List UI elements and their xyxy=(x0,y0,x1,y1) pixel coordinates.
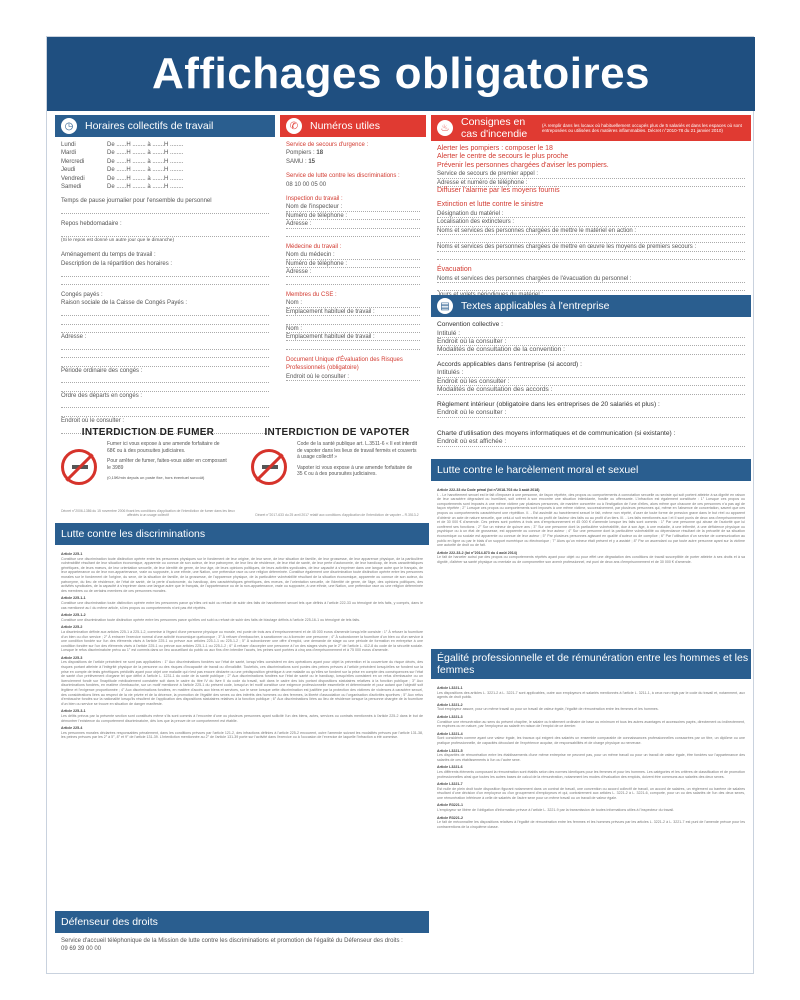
defenseur-header xyxy=(55,911,429,933)
designation: Désignation du matériel : xyxy=(437,210,745,218)
egalite-panel xyxy=(431,649,751,971)
secours-label: Service de secours d'urgence : xyxy=(286,142,369,148)
discriminations-articles xyxy=(55,545,429,744)
article-heading: Article 222-33 du Code pénal (loi n°2018-703 du 3 août 2018) xyxy=(437,488,540,492)
periode-label: Période ordinaire des congés : xyxy=(61,367,143,374)
defenseur-body xyxy=(55,933,429,957)
amenagement-label: Aménagement du temps de travail : xyxy=(61,252,156,259)
article-text: Constitue une discrimination toute distinction opérée entre les personnes parce qu'elles ont subi ou refusé de subir des faits de harcèlement sexuel tels que définis à l'article 222-33 ou témoigné de tels faits, y compris, dans le cas mentionné au I du même article, si les propos ou comportements n'ont pas été répétés. xyxy=(61,600,423,610)
article-heading: Article L3221-7 xyxy=(437,782,463,787)
day-hours: De ......H ........ à .......H ........ xyxy=(107,167,184,174)
days-list xyxy=(61,141,269,191)
article-text: Constitue une discrimination toute distinction opérée entre les personnes physiques sur le fondement de leur origine, de leur sexe, de leur situation de famille, de leur grossesse, de leur apparence physique, de la particulière vulnérabilité résultant de leur situation économique, apparente ou connue de son auteur, de leur patronyme, de leur lieu de résidence, de leur état de santé, de leur perte d'autonomie, de leur handicap, de leurs caractéristiques génétiques, de leurs mœurs, de leur orientation sexuelle, de leur identité de genre, de leur âge, de leurs opinions politiques, de leurs activités syndicales, de leur capacité à s'exprimer dans une langue autre que le français, de leur appartenance ou de leur non-appartenance, vraie ou supposée, à une ethnie, une Nation, une prétendue race ou une religion déterminée. Constitue également une discrimination toute distinction opérée entre les personnes morales sur le fondement de l'origine, du sexe, de la situation de famille, de la grossesse, de l'apparence physique, de la particulière vulnérabilité résultant de la situation économique, apparente ou connue de son auteur, du patronyme, du lieu de résidence, de l'état de santé, de la perte d'autonomie, du handicap, des caractéristiques génétiques, des mœurs, de l'orientation sexuelle, de l'identité de genre, de l'âge, des opinions politiques, des activités syndicales, de la capacité à s'exprimer dans une langue autre que le français, de l'appartenance ou de la non-appartenance, vraie ou supposée, à une ethnie, une Nation, une prétendue race ou une religion déterminée des membres ou de certains membres de ces personnes morales. xyxy=(61,556,423,593)
day-label: Vendredi xyxy=(61,175,85,182)
article-text: Tout employeur assure, pour un même travail ou pour un travail de valeur égale, l'égalité de rémunération entre les femmes et les hommes. xyxy=(437,707,659,712)
article-text: Les délits prévus par la présente section sont constitués même s'ils sont commis à l'encontre d'une ou plusieurs personnes ayant sollicité l'un des biens, actes, services ou contrats mentionnés à l'article 225-2 dans le but de démontrer l'existence du comportement discriminatoire, dès lors que la preuve de ce comportement est établie. xyxy=(61,714,423,723)
article-heading: Article R3221-1 xyxy=(437,803,463,808)
article-text: Les dispositions des articles L. 3221-2 à L. 3221-7 sont applicables, outre aux employeurs et salariés mentionnés à l'article L. 3211-1, à ceux non régis par le code du travail et, notamment, aux agents de droit public. xyxy=(437,690,745,700)
article-text: La discrimination définie aux articles 225-1 à 225-1-2, commise à l'égard d'une personne physique ou morale, est punie de trois ans d'emprisonnement et de 45 000 euros d'amende lorsqu'elle consiste : 1° À refuser la fourniture d'un bien ou d'un service ; 2° À entraver l'exercice normal d'une activité économique quelconque ; 3° À refuser d'embaucher, à sanctionner ou à licencier une personne ; 4° À subordonner la fourniture d'un bien ou d'un service à une condition fondée sur l'un des éléments visés à l'article 225-1 ou prévue aux articles 225-1-1 ou 225-1-2 ; 5° À subordonner une offre d'emploi, une demande de stage ou une période de formation en entreprise à une condition fondée sur l'un des éléments visés à l'article 225-1 ou prévue aux articles 225-1-1 ou 225-1-2 ; 6° À refuser d'accepter une personne à l'un des stages visés par le 2° de l'article L. 412-8 du code de la sécurité sociale. Lorsque le refus discriminatoire prévu au 1° est commis dans un lieu accueillant du public ou aux fins d'en interdire l'accès, les peines sont portées à cinq ans d'emprisonnement et à 75 000 euros d'amende. xyxy=(61,629,423,653)
day-hours: De ......H ........ à .......H ........ xyxy=(107,142,184,148)
service-secours: Service de secours de premier appel : xyxy=(437,170,745,178)
conges-sub: Raison sociale de la Caisse de Congés Payés : xyxy=(61,300,188,307)
day-label: Samedi xyxy=(61,183,82,190)
duer-label: Document Unique d'Évaluation des Risques Professionnels (obligatoire) xyxy=(286,356,403,372)
vapoter-text xyxy=(297,441,417,478)
discrim-label: Service de lutte contre les discriminations : xyxy=(286,173,400,180)
day-row xyxy=(61,141,269,149)
cse-nom-2: Nom : xyxy=(286,325,420,333)
page-title: Affichages obligatoires xyxy=(151,49,651,98)
article-heading: Article L3221-3 xyxy=(437,714,463,719)
article-heading: Article L3221-2 xyxy=(437,702,463,707)
day-label: Lundi xyxy=(61,142,76,148)
harcelement-panel xyxy=(431,459,751,647)
tel-medecin: Numéro de téléphone : xyxy=(286,260,420,268)
fumer-text-3: (0,15€/min depuis un poste fixe, hors éventuel surcoût) xyxy=(107,475,205,481)
discriminations-heading: Lutte contre les discriminations xyxy=(61,528,206,540)
day-hours: De ......H ........ à .......H ........ xyxy=(107,183,184,190)
harcelement-heading: Lutte contre le harcèlement moral et sexuel xyxy=(437,464,639,476)
textes-panel xyxy=(431,295,751,455)
horaires-heading: Horaires collectifs de travail xyxy=(85,120,214,132)
textes-heading: Textes applicables à l'entreprise xyxy=(461,300,610,312)
harcelement-header xyxy=(431,459,751,481)
cse-nom-1: Nom : xyxy=(286,299,420,307)
accords: Accords applicables dans l'entreprise (si accord) : xyxy=(437,360,582,368)
fumer-foot: Décret n°2006-1386 du 15 novembre 2006 fixant les conditions d'application de l'interdiction de fumer dans les lieux affectés à un usage collectif xyxy=(61,508,235,517)
day-label: Jeudi xyxy=(61,167,76,174)
discriminations-panel xyxy=(55,523,429,907)
day-label: Mardi xyxy=(61,150,77,157)
noms-evac: Noms et services des personnes chargées de l'évacuation du personnel : xyxy=(437,275,745,283)
vapoter-text-2: Vapoter ici vous expose à une amende forfaitaire de 35 € ou à des poursuites judiciaires. xyxy=(297,464,413,478)
adresse-medecine: Adresse : xyxy=(286,268,420,276)
duer-sub: Endroit où le consulter : xyxy=(286,373,420,381)
clock-icon: ◷ xyxy=(61,118,77,134)
textes-body xyxy=(431,317,751,451)
article-heading: Article 225-3-1 xyxy=(61,709,86,714)
cse-emplacement-1: Emplacement habituel de travail : xyxy=(286,308,420,316)
diffuser: Diffuser l'alarme par les moyens fournis xyxy=(437,187,560,194)
article-heading: Article 225-1-1 xyxy=(61,596,86,601)
article-text: I. - Le harcèlement sexuel est le fait d'imposer à une personne, de façon répétée, des propos ou comportements à connotation sexuelle ou sexiste qui soit portent atteinte à sa dignité en raison de leur caractère dégradant ou humiliant, soit créent à son encontre une situation intimidante, hostile ou offensante. L'infraction est également constituée : 1° Lorsque ces propos ou comportements sont imposés à une même victime par plusieurs personnes, de manière concertée ou à l'instigation de l'une d'elles, alors même que chacune de ces personnes n'a pas agi de façon répétée ; 2° Lorsque ces propos ou comportements sont imposés à une même victime, successivement, par plusieurs personnes qui, même en l'absence de concertation, savent que ces propos ou comportements caractérisent une répétition. II. - Est assimilé au harcèlement sexuel le fait, même non répété, d'user de toute forme de pression grave dans le but réel ou apparent d'obtenir un acte de nature sexuelle, que celui-ci soit recherché au profit de l'auteur des faits ou au profit d'un tiers. III. - Les faits mentionnés aux I et II sont punis de deux ans d'emprisonnement et de 30 000 € d'amende. Ces peines sont portées à trois ans d'emprisonnement et 45 000 € d'amende lorsque les faits sont commis : 1° Par une personne qui abuse de l'autorité que lui confèrent ses fonctions ; 2° Sur un mineur de quinze ans ; 3° Sur une personne dont la particulière vulnérabilité, due à son âge, à une maladie, à une infirmité, à une déficience physique ou psychique ou à un état de grossesse, est apparente ou connue de leur auteur ; 4° Sur une personne dont la particulière vulnérabilité ou dépendance résultant de la précarité de sa situation économique ou sociale est apparente ou connue de leur auteur ; 5° Par plusieurs personnes agissant en qualité d'auteur ou de complice ; 6° Par l'utilisation d'un service de communication au public en ligne ou par le biais d'un support numérique ou électronique ; 7° Alors qu'un mineur était présent et y a assisté ; 8° Par un ascendant ou par toute autre personne ayant sur la victime une autorité de droit ou de fait. xyxy=(437,492,745,548)
defenseur-text: Service d'accueil téléphonique de la Mission de lutte contre les discriminations et promotion de l'égalité du Défenseur des droits : xyxy=(61,938,403,944)
numeros-panel xyxy=(280,115,426,453)
evacuation: Évacuation xyxy=(437,266,472,274)
horaires-panel xyxy=(55,115,275,453)
nom-inspecteur: Nom de l'inspecteur : xyxy=(286,203,420,211)
cse-emplacement-2: Emplacement habituel de travail : xyxy=(286,333,420,341)
article-heading: Article 225-1-2 xyxy=(61,613,86,618)
article-heading: Article L3221-4 xyxy=(437,731,463,736)
nom-medecin: Nom du médecin : xyxy=(286,251,420,259)
adresse-tel: Adresse et numéro de téléphone : xyxy=(437,179,745,187)
fumer-text-2: Pour arrêter de fumer, faites-vous aider en composant le 3989 xyxy=(107,458,227,471)
incendie-heading-sub: (À remplir dans les locaux où habituellement occupés plus de 5 salariés et dans les espaces où sont entreposées ou utilisées des matières inflammables. Décret n°2010-78 du 21 janvier 2010) xyxy=(541,122,742,133)
horaires-header xyxy=(55,115,275,137)
alerter-1: Alerter les pompiers : composer le 18 xyxy=(437,145,553,152)
membres-cse-label: Membres du CSE : xyxy=(286,291,337,298)
article-heading: Article 225-4 xyxy=(61,726,83,731)
endroit-accords: Endroit où les consulter : xyxy=(437,378,745,386)
samu-label: SAMU : xyxy=(286,158,307,165)
egalite-header xyxy=(431,649,751,679)
defenseur-number: 09 69 39 00 00 xyxy=(61,946,102,952)
poster-header xyxy=(47,37,755,111)
repos-note: (Si le repos est donné un autre jour que le dimanche) xyxy=(61,237,175,243)
reglement: Règlement intérieur (obligatoire dans les entreprises de 20 salariés et plus) : xyxy=(437,400,660,408)
day-hours: De ......H ........ à .......H ........ xyxy=(107,150,184,157)
charte: Charte d'utilisation des moyens informatiques et de communication (si existante) : xyxy=(437,429,676,437)
alerter-2: Alerter le centre de secours le plus proche xyxy=(437,153,569,161)
discrim-number: 08 10 00 05 00 xyxy=(286,181,327,188)
article-text: L'employeur se libère de l'obligation d'information prévue à l'article L. 3221-9 par la transmission de toutes informations utiles à l'inspecteur du travail. xyxy=(437,808,675,813)
noms-mise: Noms et services des personnes chargées de mettre le matériel en action : xyxy=(437,227,745,235)
horaires-body xyxy=(55,137,275,438)
article-heading: Article L3221-5 xyxy=(437,748,463,753)
vapoter-title: INTERDICTION DE VAPOTER xyxy=(264,427,410,438)
numeros-heading: Numéros utiles xyxy=(310,120,381,132)
article-text: Sont considérés comme ayant une valeur égale, les travaux qui exigent des salariés un ensemble comparable de connaissances professionnelles consacrées par un titre, un diplôme ou une pratique professionnelle, de capacités découlant de l'expérience acquise, de responsabilités et de charge physique ou nerveuse. xyxy=(437,736,745,745)
no-smoking-icon xyxy=(61,449,97,485)
article-text: Le fait de harceler autrui par des propos ou comportements répétés ayant pour objet ou pour effet une dégradation des conditions de travail susceptible de porter atteinte à ses droits et à sa dignité, d'altérer sa santé physique ou mentale ou de compromettre son avenir professionnel, est puni de deux ans d'emprisonnement et de 30 000 € d'amende. xyxy=(437,555,745,564)
day-row xyxy=(61,183,269,191)
article-heading: Article 225-2 xyxy=(61,625,83,630)
harcelement-articles xyxy=(431,481,751,569)
amenagement-sub: Description de la répartition des horaires : xyxy=(61,260,173,267)
adresse-label: Adresse : xyxy=(61,333,87,340)
article-heading: Article L3221-1 xyxy=(437,686,463,690)
noms-premiers: Noms et services des personnes chargées de mettre en œuvre les moyens de premiers secours : xyxy=(437,243,745,251)
defenseur-heading: Défenseur des droits xyxy=(61,916,158,928)
intitule: Intitulé : xyxy=(437,330,745,338)
vapoter-panel xyxy=(245,427,429,519)
article-heading: Article 225-3 xyxy=(61,655,83,660)
fire-icon: ♨ xyxy=(437,120,453,136)
article-heading: Article L3221-6 xyxy=(437,765,463,770)
vapoter-foot: Décret n°2017-633 du 25 avril 2017 relatif aux conditions d'application de l'interdiction de vapoter – R.3513-2 xyxy=(255,512,419,517)
fumer-text xyxy=(107,441,227,482)
pompiers-number: 18 xyxy=(316,150,324,157)
intitules: Intitulés : xyxy=(437,369,745,377)
repos-label: Repos hebdomadaire : xyxy=(61,221,122,228)
books-icon: ▤ xyxy=(437,298,453,314)
egalite-articles xyxy=(431,679,751,833)
modalites-convention: Modalités de consultation de la convention : xyxy=(437,346,745,354)
endroit-reglement: Endroit où le consulter : xyxy=(437,409,745,417)
endroit-label: Endroit où le consulter : xyxy=(61,417,125,424)
article-text: Les disparités de rémunération entre les établissements d'une même entreprise ne peuvent pas, pour un même travail ou pour un travail de valeur égale, être fondées sur l'appartenance des salariés de ces établissements à l'un ou l'autre sexe. xyxy=(437,753,745,762)
article-heading: Article 225-1 xyxy=(61,552,83,556)
fumer-panel xyxy=(55,427,241,519)
day-hours: De ......H ........ à .......H ........ xyxy=(107,158,184,165)
medecine-label: Médecine du travail : xyxy=(286,244,342,250)
textes-header xyxy=(431,295,751,317)
fumer-text-1: Fumer ici vous expose à une amende forfaitaire de 68€ ou à des poursuites judiciaires. xyxy=(107,441,220,454)
article-text: Les différents éléments composant la rémunération sont établis selon des normes identiques pour les femmes et pour les hommes. Les catégories et les critères de classification et de promotion professionnelles ainsi que toutes les autres bases de calcul de la rémunération, notamment les modes d'évaluation des emplois, doivent être communs aux salariés des deux sexes. xyxy=(437,769,745,779)
extinction: Extinction et lutte contre le sinistre xyxy=(437,201,544,209)
article-text: Constitue une discrimination toute distinction opérée entre les personnes parce qu'elles ont subi ou refusé de subir des faits de bizutage définis à l'article 225-16-1 ou témoigné de tels faits. xyxy=(61,617,361,622)
article-text: Les personnes morales déclarées responsables pénalement, dans les conditions prévues par l'article 121-2, des infractions définies à l'article 225-2 encourent, outre l'amende suivant les modalités prévues par l'article 131-38, les peines prévues par les 2° à 5°, 8° et 9° de l'article 131-39. L'interdiction mentionnée au 2° de l'article 131-39 porte sur l'activité dans l'exercice ou à l'occasion de l'exercice de laquelle l'infraction a été commise. xyxy=(61,730,423,740)
no-vaping-icon xyxy=(251,449,287,485)
discriminations-header xyxy=(55,523,429,545)
defenseur-panel xyxy=(55,911,429,971)
incendie-panel xyxy=(431,115,751,291)
pompiers-label: Pompiers : xyxy=(286,150,315,157)
localisation: Localisation des extincteurs : xyxy=(437,218,745,226)
tel-inspecteur: Numéro de téléphone : xyxy=(286,212,420,220)
samu-number: 15 xyxy=(308,158,316,165)
numeros-header xyxy=(280,115,426,137)
article-text: Constitue une rémunération au sens du présent chapitre, le salaire ou traitement ordinaire de base ou minimum et tous les autres avantages et accessoires payés, directement ou indirectement, en espèces ou en nature, par l'employeur au salarié en raison de l'emploi de ce dernier. xyxy=(437,719,745,729)
article-heading: Article 222-33-2 (loi n°2014-873 du 4 août 2014) xyxy=(437,550,517,555)
adresse-inspection: Adresse : xyxy=(286,220,420,228)
ordre-label: Ordre des départs en congés : xyxy=(61,392,143,399)
day-row xyxy=(61,149,269,157)
pause-label: Temps de pause journalier pour l'ensemble du personnel xyxy=(61,198,212,205)
endroit-charte: Endroit où est affichée : xyxy=(437,438,745,446)
article-heading: Article R3221-2 xyxy=(437,815,463,820)
incendie-body xyxy=(431,141,751,304)
day-row xyxy=(61,158,269,166)
poster xyxy=(46,36,754,974)
article-text: Le fait de méconnaître les dispositions relatives à l'égalité de rémunération entre les femmes et les hommes prévues par les articles L. 3221-2 à L. 3221-7 est puni de l'amende prévue pour les contraventions de la cinquième classe. xyxy=(437,820,745,829)
day-row xyxy=(61,175,269,183)
prevenir: Prévenir les personnes chargées d'aviser les pompiers. xyxy=(437,161,609,169)
incendie-header xyxy=(431,115,751,141)
incendie-heading: Consignes en cas d'incendie xyxy=(461,116,528,140)
day-label: Mercredi xyxy=(61,158,85,165)
fumer-title: INTERDICTION DE FUMER xyxy=(81,427,215,438)
article-text: Les dispositions de l'article précédent ne sont pas applicables : 1° Aux discriminations fondées sur l'état de santé, lorsqu'elles consistent en des opérations ayant pour objet la prévention et la couverture du risque décès, des risques portant atteinte à l'intégrité physique de la personne ou des risques d'incapacité de travail ou d'invalidité. Toutefois, ces discriminations sont punies des peines prévues à l'article précédent lorsqu'elles se fondent sur la prise en compte de tests génétiques prédictifs ayant pour objet une maladie qui n'est pas encore déclarée ou une prédisposition génétique à une maladie ou qu'elles se fondent sur la prise en compte des conséquences sur l'état de santé d'un prélèvement d'organe tel que défini à l'article L. 1231-1 du code de la santé publique ; 2° Aux discriminations fondées sur l'état de santé ou le handicap, lorsqu'elles consistent en un refus d'embauche ou un licenciement fondé sur l'inaptitude médicalement constatée soit dans le cadre du titre IV du livre II du code du travail, soit dans le cadre des lois portant dispositions statutaires relatives à la fonction publique ; 3° Aux discriminations fondées, en matière d'embauche, sur un motif mentionné à l'article 225-1 du présent code, lorsqu'un tel motif constitue une exigence professionnelle essentielle et déterminante et pour autant que l'objectif soit légitime et l'exigence proportionnée ; 4° Aux discriminations fondées, en matière d'accès aux biens et services, sur le sexe lorsque cette discrimination est justifiée par la protection des victimes de violences à caractère sexuel, des considérations liées au respect de la vie privée et de la décence, la promotion de l'égalité des sexes ou des intérêts des hommes ou des femmes, la liberté d'association ou l'organisation d'activités sportives ; 5° Aux refus d'embauche fondés sur la nationalité lorsqu'ils résultent de l'application des dispositions statutaires relatives à la fonction publique ; 6° Aux discriminations liées au lieu de résidence lorsque la personne chargée de la fourniture d'un bien ou service se trouve en situation de danger manifeste. xyxy=(61,660,423,706)
endroit-convention: Endroit où la consulter : xyxy=(437,338,745,346)
phone-icon: ✆ xyxy=(286,118,302,134)
vapoter-text-1: Code de la santé publique art. L.3511-6 « Il est interdit de vapoter dans les lieux de travail fermés et couverts à usage collectif » xyxy=(297,441,417,461)
egalite-heading: Égalité professionnelle et de rémunération entre les hommes et les femmes xyxy=(437,652,749,676)
convention: Convention collective : xyxy=(437,321,503,328)
numeros-body xyxy=(280,137,426,385)
modalites-accords: Modalités de consultation des accords : xyxy=(437,386,745,394)
article-text: Est nulle de plein droit toute disposition figurant notamment dans un contrat de travail, une convention ou accord collectif de travail, un accord de salaires, un règlement ou barème de salaires résultant d'une décision d'un employeur ou d'un groupement d'employeurs et qui, contrairement aux articles L. 3221-2 à L. 3221-6, comporte, pour un ou des salariés de l'un des deux sexes, une rémunération inférieure à celle de salariés de l'autre sexe pour un même travail ou un travail de valeur égale. xyxy=(437,786,745,800)
inspection-label: Inspection du travail : xyxy=(286,196,343,203)
conges-label: Congés payés : xyxy=(61,291,103,298)
day-hours: De ......H ........ à .......H ........ xyxy=(107,175,184,182)
day-row xyxy=(61,166,269,174)
